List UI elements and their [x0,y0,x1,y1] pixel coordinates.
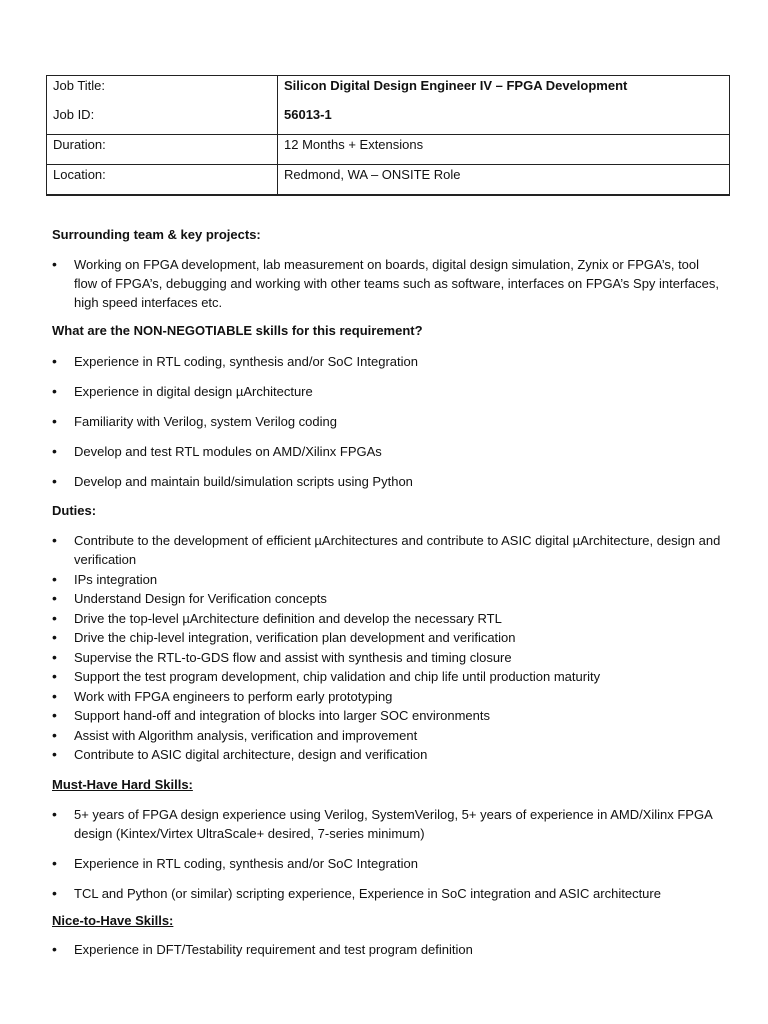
job-id-value: 56013-1 [284,107,332,122]
list-item: • Contribute to the development of efficient µArchitectures and contribute to ASIC digital µArchitecture, design and verification [52,531,722,569]
list-item: • Drive the top-level µArchitecture definition and develop the necessary RTL [52,609,722,628]
duration-row [47,135,730,165]
nice-to-have-list-block [52,940,722,959]
job-info-table [46,75,730,196]
duties-section [52,502,722,520]
duties-list-block [52,531,722,765]
team-heading: Surrounding team & key projects: [52,227,261,242]
job-title-value: Silicon Digital Design Engineer IV – FPGA Development [284,78,628,93]
list-item: • Experience in digital design µArchitecture [52,382,722,401]
nice-to-have-list [52,940,722,959]
list-item: • Work with FPGA engineers to perform early prototyping [52,687,722,706]
must-have-section [52,776,722,794]
list-item: • Understand Design for Verification concepts [52,589,722,608]
duration-value-cell [278,135,730,165]
list-item: • 5+ years of FPGA design experience using Verilog, SystemVerilog, 5+ years of experience in AMD/Xilinx FPGA design (Kintex/Virtex UltraScale+ desired, 7-series minimum) [52,805,722,843]
list-item: • Support the test program development, chip validation and chip life until production maturity [52,667,722,686]
location-label: Location: [53,167,106,182]
team-section [52,226,722,244]
list-item: • Assist with Algorithm analysis, verification and improvement [52,726,722,745]
list-item: • Develop and maintain build/simulation scripts using Python [52,472,722,491]
location-value: Redmond, WA – ONSITE Role [284,167,461,182]
must-have-heading: Must-Have Hard Skills: [52,777,193,792]
non-negotiable-list [52,352,722,491]
job-id-label: Job ID: [53,107,95,122]
duties-heading: Duties: [52,503,97,518]
list-item: • IPs integration [52,570,722,589]
job-title-id-row [47,76,730,135]
job-title-id-label-cell [47,76,278,135]
list-item: • Experience in RTL coding, synthesis and/or SoC Integration [52,352,722,371]
nice-to-have-section [52,912,722,930]
list-item: • Develop and test RTL modules on AMD/Xilinx FPGAs [52,442,722,461]
duration-value: 12 Months + Extensions [284,137,424,152]
non-negotiable-section [52,322,722,340]
duration-label-cell [47,135,278,165]
must-have-list [52,805,722,903]
list-item: • Familiarity with Verilog, system Verilog coding [52,412,722,431]
location-value-cell [278,165,730,196]
must-have-list-block [52,805,722,914]
list-item: • Support hand-off and integration of blocks into larger SOC environments [52,706,722,725]
non-negotiable-list-block [52,352,722,502]
list-item: • Contribute to ASIC digital architecture, design and verification [52,745,722,764]
list-item: • Experience in RTL coding, synthesis and/or SoC Integration [52,854,722,873]
list-item: • Supervise the RTL-to-GDS flow and assist with synthesis and timing closure [52,648,722,667]
list-item: • Working on FPGA development, lab measurement on boards, digital design simulation, Zynix or FPGA’s, tool flow of FPGA’s, debugging and working with other teams such as software, interfaces on FPGA’s Spy interfaces, high speed interfaces etc. [52,255,722,312]
duration-label: Duration: [53,137,106,152]
list-item: • Experience in DFT/Testability requirement and test program definition [52,940,722,959]
non-negotiable-heading: What are the NON-NEGOTIABLE skills for this requirement? [52,323,423,338]
team-list-block [52,255,722,312]
location-row [47,165,730,196]
list-item: • TCL and Python (or similar) scripting experience, Experience in SoC integration and ASIC architecture [52,884,722,903]
job-title-label: Job Title: [53,78,106,93]
list-item: • Drive the chip-level integration, verification plan development and verification [52,628,722,647]
nice-to-have-heading: Nice-to-Have Skills: [52,913,174,928]
job-title-id-value-cell [278,76,730,135]
duties-list [52,531,722,764]
team-list [52,255,722,312]
location-label-cell [47,165,278,196]
